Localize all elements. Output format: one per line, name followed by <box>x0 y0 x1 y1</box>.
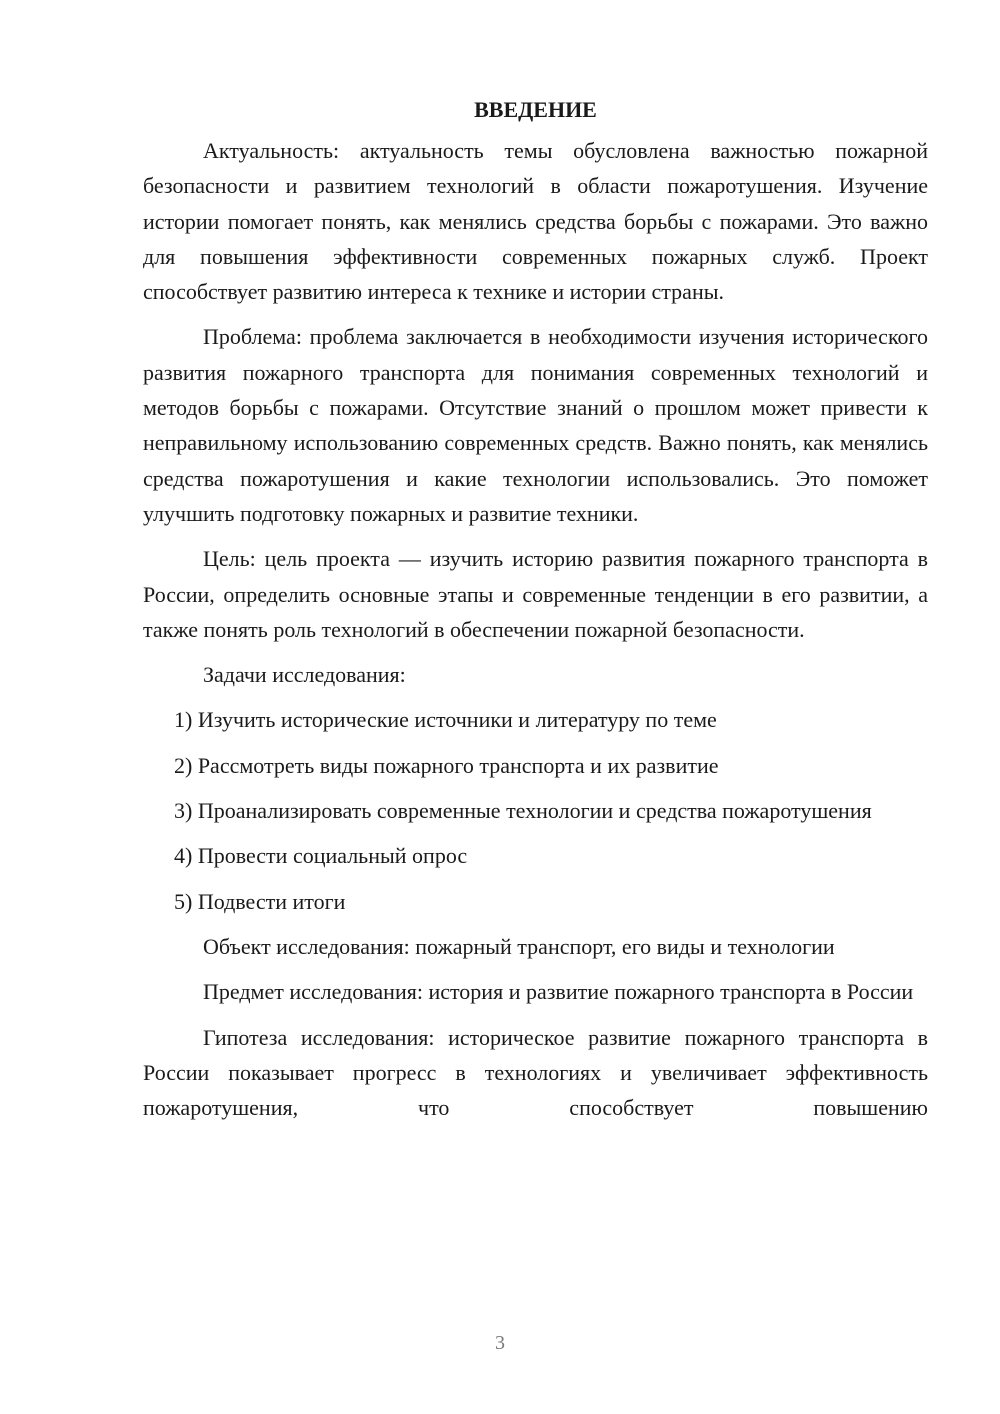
document-page <box>143 92 928 1135</box>
task-item: 1) Изучить исторические источники и литературу по теме <box>174 707 717 733</box>
goal-paragraph: Цель: цель проекта — изучить историю развития пожарного транспорта в России, определить основные этапы и современные тенденции в его развитии, а также понять роль технологий в обеспечении пожарной безопасности. <box>143 546 928 642</box>
section-title: ВВЕДЕНИЕ <box>474 97 597 122</box>
relevance-paragraph: Актуальность: актуальность темы обусловлена важностью пожарной безопасности и развитием технологий в области пожаротушения. Изучение истории помогает понять, как менялись средства борьбы с пожарами. Это важно для повышения эффективности современных пожарных служб. Проект способствует развитию интереса к технике и истории страны. <box>143 138 928 305</box>
task-item: 2) Рассмотреть виды пожарного транспорта и их развитие <box>174 752 719 778</box>
task-item: 5) Подвести итоги <box>174 888 346 914</box>
tasks-heading: Задачи исследования: <box>203 662 406 688</box>
page-number: 3 <box>495 1332 505 1354</box>
task-item: 4) Провести социальный опрос <box>174 843 468 869</box>
subject-paragraph: Предмет исследования: история и развитие пожарного транспорта в России <box>203 979 914 1005</box>
problem-paragraph: Проблема: проблема заключается в необходимости изучения исторического развития пожарного транспорта для понимания современных технологий и методов борьбы с пожарами. Отсутствие знаний о прошлом может привести к неправильному использованию современных средств. Важно понять, как менялись средства пожаротушения и какие технологии использовались. Это поможет улучшить подготовку пожарных и развитие техники. <box>143 324 928 526</box>
task-item: 3) Проанализировать современные технологии и средства пожаротушения <box>174 798 872 824</box>
hypothesis-paragraph: Гипотеза исследования: историческое развитие пожарного транспорта в России показывает прогресс в технологиях и увеличивает эффективность пожаротушения, что способствует повышению <box>143 1024 928 1121</box>
object-paragraph: Объект исследования: пожарный транспорт, его виды и технологии <box>203 933 835 959</box>
